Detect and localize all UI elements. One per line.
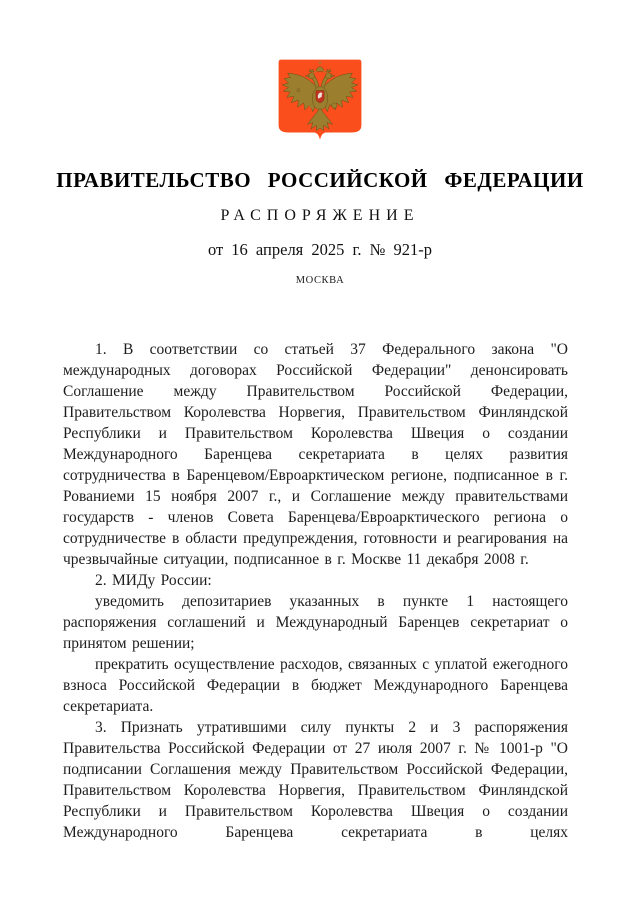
document-body [63, 339, 568, 843]
issuer-title: ПРАВИТЕЛЬСТВО РОССИЙСКОЙ ФЕДЕРАЦИИ [56, 168, 584, 192]
paragraph-item-4: прекратить осуществление расходов, связанных с уплатой ежегодного взноса Российской Федерации в бюджет Международного Баренцева секретариата. [63, 656, 568, 715]
date-number-line: от 16 апреля 2025 г. № 921-р [207, 240, 433, 259]
city-label: МОСКВА [295, 275, 345, 286]
russian-coat-of-arms-icon [275, 57, 365, 145]
paragraph-item-2: 2. МИДу России: [95, 572, 212, 589]
document-type-label: РАСПОРЯЖЕНИЕ [220, 207, 420, 224]
paragraph-item-3: уведомить депозитариев указанных в пункте 1 настоящего распоряжения соглашений и Международный Баренцев секретариат о принятом решении; [63, 593, 568, 652]
paragraph-item-1: 1. В соответствии со статьей 37 Федерального закона "О международных договорах Российской Федерации" денонсировать Соглашение между Правительством Российской Федерации, Правительством Королевства Норвегия, Правительством Финляндской Республики и Правительством Королевства Швеция о создании Международного Баренцева секретариата в целях развития сотрудничества в Баренцевом/Евроарктическом регионе, подписанное в г. Рованиеми 15 ноября 2007 г., и Соглашение между правительствами государств - членов Совета Баренцева/Евроарктического региона о сотрудничестве в области предупреждения, готовности и реагирования на чрезвычайные ситуации, подписанное в г. Москве 11 декабря 2008 г. [63, 341, 568, 568]
paragraph-item-5: 3. Признать утратившими силу пункты 2 и 3 распоряжения Правительства Российской Федерации от 27 июля 2007 г. № 1001-р "О подписании Соглашения между Правительством Российской Федерации, Правительством Королевства Норвегия, Правительством Финляндской Республики и Правительством Королевства Швеция о создании Международного Баренцева секретариата в целях [63, 719, 568, 841]
